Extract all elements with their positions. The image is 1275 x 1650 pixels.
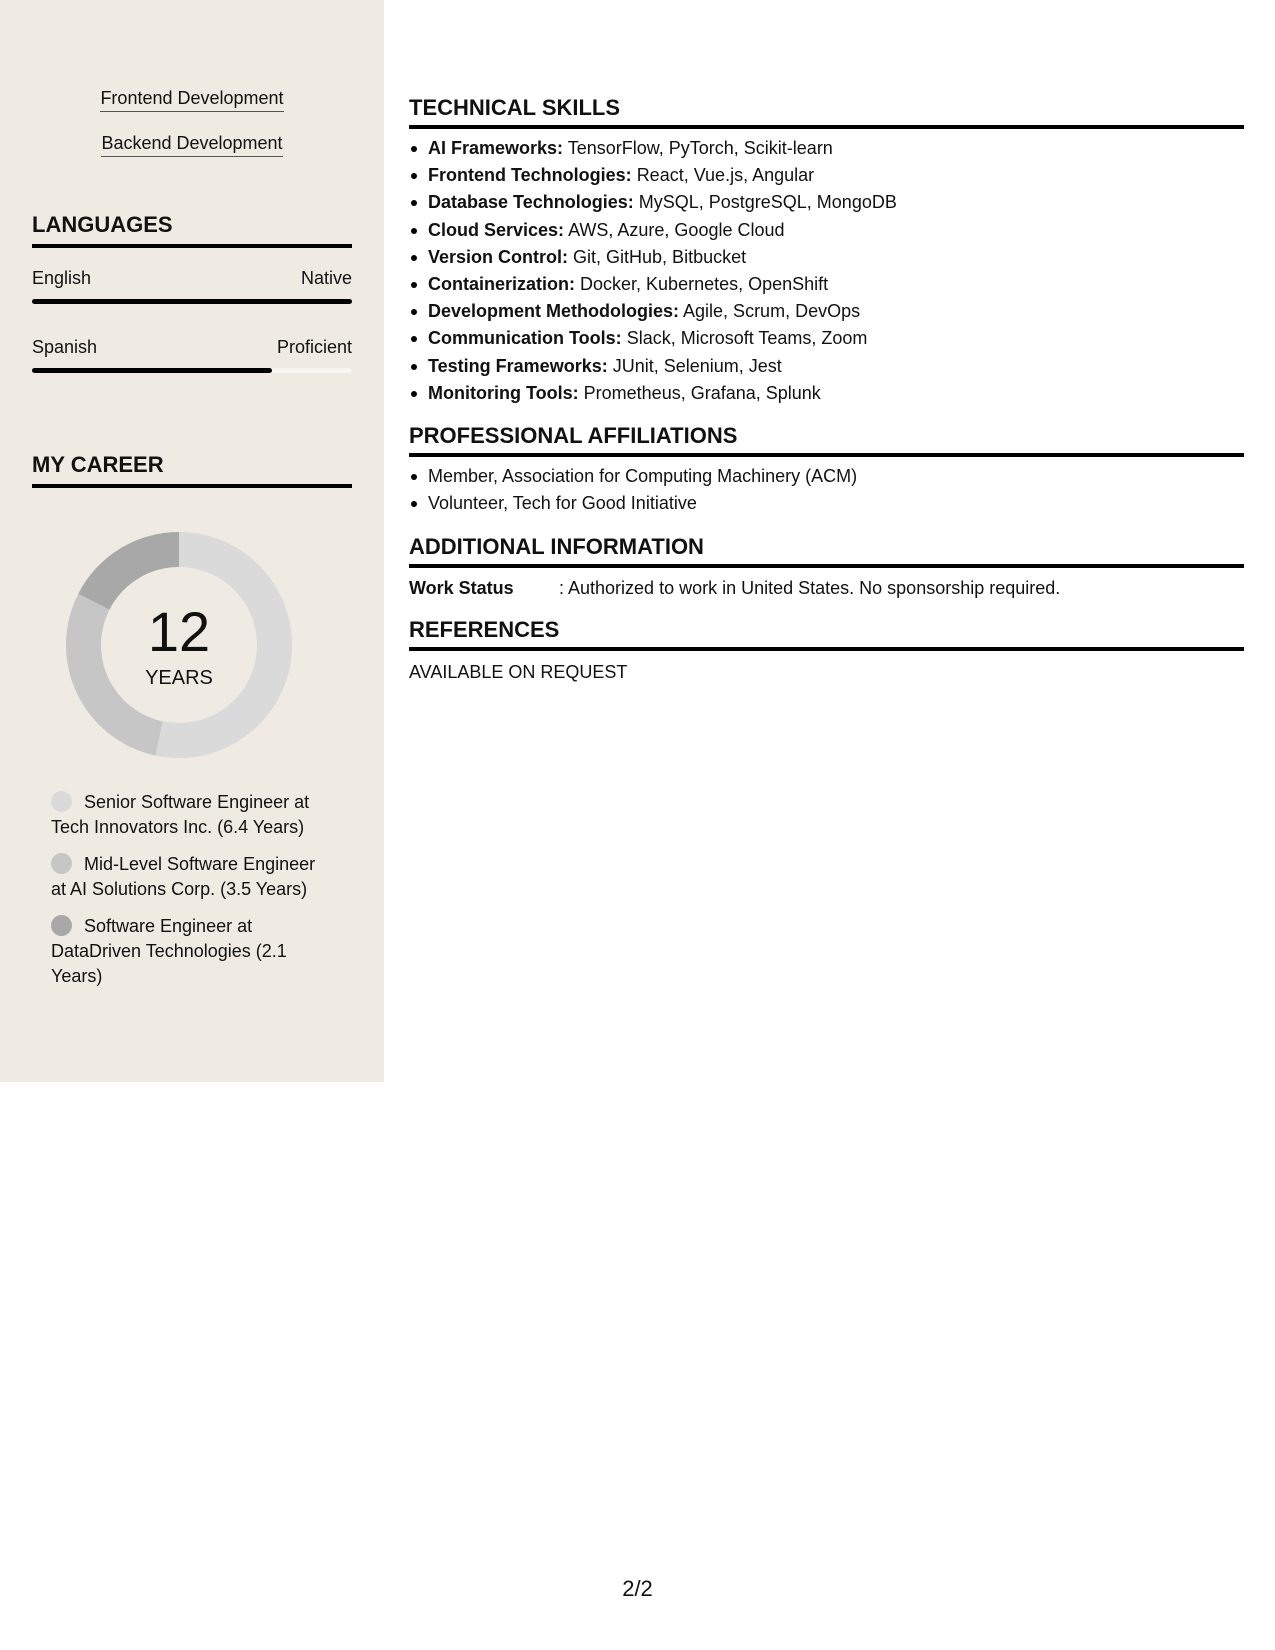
affiliation-item: Volunteer, Tech for Good Initiative	[409, 490, 1244, 517]
language-bar	[32, 299, 352, 304]
career-legend-item: Senior Software Engineer at Tech Innovators Inc. (6.4 Years)	[51, 792, 310, 837]
career-legend-item: Mid-Level Software Engineer at AI Solutions Corp. (3.5 Years)	[51, 854, 316, 899]
affiliations-list	[409, 463, 1244, 517]
technical-skills-list	[409, 135, 1244, 407]
skill-item: Version Control: Git, GitHub, Bitbucket	[409, 244, 1244, 271]
language-level: Native	[300, 268, 352, 288]
skill-item: Development Methodologies: Agile, Scrum, DevOps	[409, 298, 1244, 325]
affiliations-heading: PROFESSIONAL AFFILIATIONS	[409, 423, 1244, 457]
legend-dot-icon	[51, 791, 72, 812]
career-total-years: 12	[147, 600, 211, 663]
language-name: English	[32, 268, 92, 288]
page-number: 2/2	[622, 1576, 653, 1601]
work-status-row	[409, 578, 1060, 599]
language-name: Spanish	[32, 337, 98, 357]
language-row	[32, 337, 352, 358]
skill-item: Testing Frameworks: JUnit, Selenium, Jest	[409, 353, 1244, 380]
career-total-unit: YEARS	[145, 667, 213, 689]
skill-item: Frontend Technologies: React, Vue.js, Angular	[409, 162, 1244, 189]
language-level: Proficient	[276, 337, 352, 357]
language-bar	[32, 368, 352, 373]
skill-item: Cloud Services: AWS, Azure, Google Cloud	[409, 217, 1244, 244]
interest-item: Backend Development	[0, 133, 384, 157]
career-heading: MY CAREER	[32, 452, 352, 488]
language-bar-fill	[32, 299, 352, 304]
language-row	[32, 268, 352, 289]
sidebar	[0, 0, 384, 1082]
skill-item: Containerization: Docker, Kubernetes, OpenShift	[409, 271, 1244, 298]
interest-item: Frontend Development	[0, 88, 384, 112]
skill-item: Communication Tools: Slack, Microsoft Teams, Zoom	[409, 325, 1244, 352]
languages-heading: LANGUAGES	[32, 212, 352, 248]
language-bar-fill	[32, 368, 272, 373]
references-heading: REFERENCES	[409, 617, 1244, 651]
additional-info-heading: ADDITIONAL INFORMATION	[409, 534, 1244, 568]
work-status-label: Work Status	[409, 578, 514, 598]
skill-item: Database Technologies: MySQL, PostgreSQL, MongoDB	[409, 189, 1244, 216]
legend-dot-icon	[51, 853, 72, 874]
career-legend-item: Software Engineer at DataDriven Technologies (2.1 Years)	[51, 916, 287, 986]
donut-segment-3	[78, 532, 179, 610]
technical-skills-heading: TECHNICAL SKILLS	[409, 95, 1244, 129]
legend-dot-icon	[51, 915, 72, 936]
work-status-value: : Authorized to work in United States. No sponsorship required.	[559, 578, 1061, 598]
references-text: AVAILABLE ON REQUEST	[409, 662, 628, 682]
skill-item: AI Frameworks: TensorFlow, PyTorch, Scikit-learn	[409, 135, 1244, 162]
skill-item: Monitoring Tools: Prometheus, Grafana, Splunk	[409, 380, 1244, 407]
affiliation-item: Member, Association for Computing Machinery (ACM)	[409, 463, 1244, 490]
